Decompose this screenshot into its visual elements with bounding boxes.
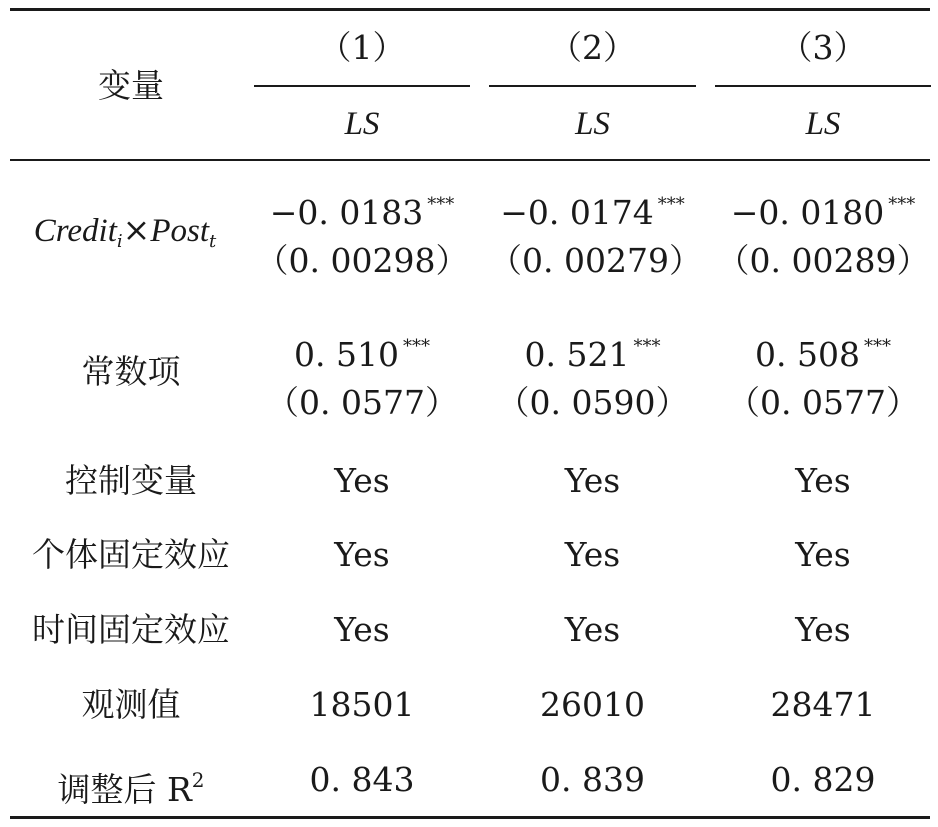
controls-1: Yes — [334, 461, 390, 500]
header-col3-number: （3） — [779, 28, 867, 67]
row-label-individual-fe: 个体固定效应 — [32, 535, 230, 574]
header-col2-dep: LS — [575, 106, 610, 142]
header-rule — [10, 159, 930, 161]
row-label-constant: 常数项 — [81, 352, 181, 391]
controls-3: Yes — [795, 461, 851, 500]
const-se-1: （0. 0577） — [266, 383, 458, 422]
row-label-credit-post — [20, 210, 230, 262]
header-col2-number: （2） — [549, 28, 636, 67]
label-credit-sub: i — [116, 231, 123, 252]
row-label-time-fe: 时间固定效应 — [32, 610, 230, 649]
credit-se-2: （0. 00279） — [489, 241, 702, 280]
const-coef-3: 0. 508 *** — [755, 335, 891, 374]
indiv-fe-2: Yes — [564, 535, 621, 574]
label-credit: Credit — [33, 213, 117, 249]
col2-underline — [489, 85, 696, 87]
time-fe-2: Yes — [564, 610, 621, 649]
controls-2: Yes — [564, 461, 621, 500]
const-coef-1: 0. 510 *** — [294, 335, 430, 374]
adj-r2-1: 0. 843 — [309, 760, 415, 799]
credit-se-1: （0. 00298） — [255, 241, 469, 280]
header-col1-number: （1） — [318, 28, 406, 67]
top-rule — [10, 8, 930, 11]
label-post-sub: t — [208, 231, 217, 252]
adj-r2-3: 0. 829 — [770, 760, 876, 799]
credit-coef-3: −0. 0180 *** — [730, 193, 916, 232]
col3-underline — [715, 85, 931, 87]
label-times: × — [122, 210, 151, 249]
obs-2: 26010 — [540, 685, 645, 724]
bottom-rule — [10, 816, 930, 819]
col1-underline — [254, 85, 470, 87]
credit-se-3: （0. 00289） — [716, 241, 930, 280]
obs-1: 18501 — [309, 685, 415, 724]
credit-coef-2: −0. 0174 *** — [500, 193, 685, 232]
label-post: Post — [150, 213, 209, 249]
row-label-adj-r2: 调整后 $R^2$ — [57, 768, 205, 809]
header-col3-dep: LS — [805, 106, 841, 142]
indiv-fe-3: Yes — [795, 535, 851, 574]
time-fe-3: Yes — [795, 610, 851, 649]
header-variable-label: 变量 — [98, 66, 164, 105]
header-col1-dep: LS — [344, 106, 380, 142]
time-fe-1: Yes — [334, 610, 390, 649]
const-se-3: （0. 0577） — [727, 383, 919, 422]
obs-3: 28471 — [770, 685, 876, 724]
const-coef-2: 0. 521 *** — [524, 335, 661, 374]
indiv-fe-1: Yes — [334, 535, 390, 574]
row-label-controls: 控制变量 — [65, 461, 197, 500]
const-se-2: （0. 0590） — [496, 383, 689, 422]
adj-r2-2: 0. 839 — [540, 760, 645, 799]
credit-coef-1: −0. 0183 *** — [269, 193, 455, 232]
row-label-observations: 观测值 — [81, 685, 181, 724]
